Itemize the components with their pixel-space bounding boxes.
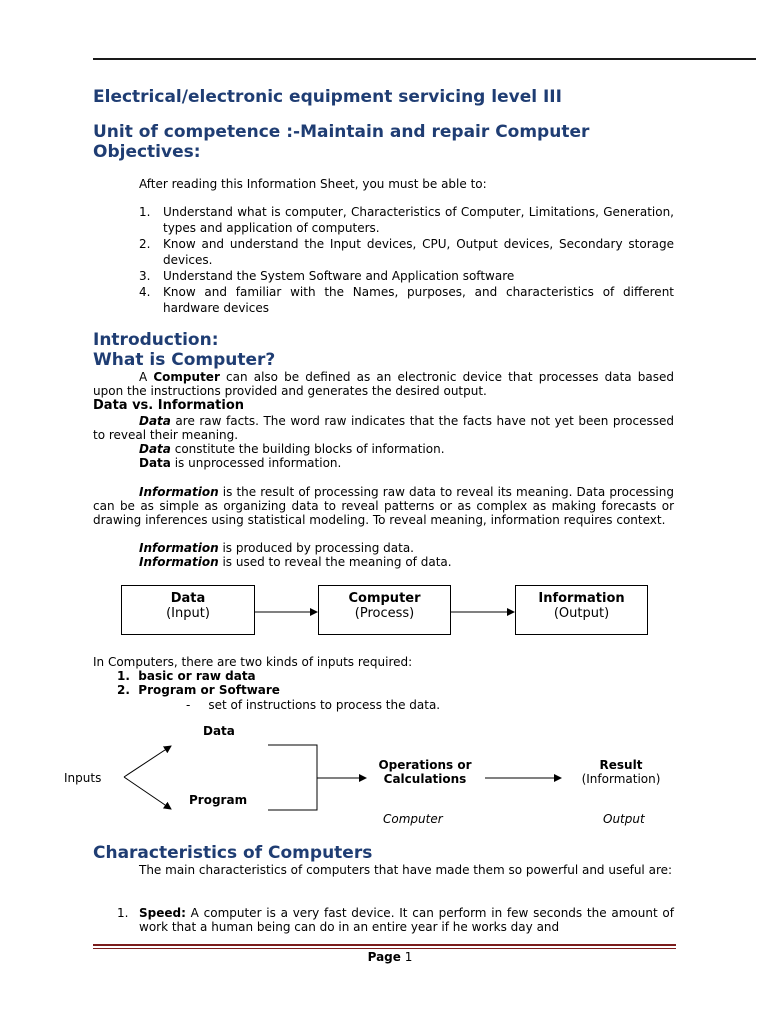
list-item: 4. Know and familiar with the Names, purposes, and characteristics of different hardware devices	[139, 285, 674, 315]
flow-box-information: Information (Output)	[515, 585, 648, 635]
flow-box-computer: Computer (Process)	[318, 585, 451, 635]
operations-label: Operations or Calculations	[378, 758, 472, 786]
unit-of-competence: Unit of competence :-Maintain and repair Computer	[93, 122, 590, 142]
result-label: Result (Information)	[581, 758, 661, 786]
arrow-inputs-to-data	[124, 746, 171, 777]
footer-rule	[93, 944, 676, 946]
characteristics-heading: Characteristics of Computers	[93, 843, 373, 863]
document-title: Electrical/electronic equipment servicing level III	[93, 87, 562, 107]
information-line-2: Information is produced by processing data.	[139, 541, 414, 555]
what-is-computer-heading: What is Computer?	[93, 350, 276, 370]
data-vs-information-heading: Data vs. Information	[93, 398, 245, 413]
footer-rule-thin	[93, 948, 676, 949]
program-note: - set of instructions to process the data.	[186, 698, 441, 712]
list-item: 1. Understand what is computer, Characteristics of Computer, Limitations, Generation, types and application of computers.	[139, 205, 674, 235]
list-item: 2. Program or Software	[117, 683, 280, 697]
computer-definition: A Computer can also be defined as an electronic device that processes data based upon the instructions provided and generates the desired output.	[93, 370, 675, 398]
data-label: Data	[203, 724, 235, 738]
output-caption: Output	[603, 812, 645, 826]
data-paragraph: Data are raw facts. The word raw indicates that the facts have not yet been processed to reveal their meaning.	[93, 414, 674, 442]
inputs-label: Inputs	[64, 771, 102, 785]
introduction-heading: Introduction:	[93, 330, 219, 350]
list-item: 2. Know and understand the Input devices, CPU, Output devices, Secondary storage devices.	[139, 237, 674, 267]
arrow-inputs-to-program	[124, 777, 171, 809]
characteristics-intro: The main characteristics of computers that have made them so powerful and useful are:	[139, 863, 673, 877]
objectives-intro: After reading this Information Sheet, you must be able to:	[139, 177, 487, 191]
list-item: 1. basic or raw data	[117, 669, 256, 683]
data-line-2: Data constitute the building blocks of information.	[139, 442, 445, 456]
program-label: Program	[189, 793, 248, 807]
information-line-3: Information is used to reveal the meaning of data.	[139, 555, 452, 569]
speed-item: 1. Speed: A computer is a very fast device. It can perform in few seconds the amount of work that a human being can do in an entire year if he works day and	[117, 906, 674, 934]
page-number: Page 1	[367, 950, 413, 964]
inputs-intro: In Computers, there are two kinds of inputs required:	[93, 655, 413, 669]
information-paragraph: Information is the result of processing raw data to reveal its meaning. Data processing can be as simple as organizing data to reveal patterns or as complex as making forecasts or drawing inferences using statistical modeling. To reveal meaning, information requires context.	[93, 485, 674, 527]
list-item: 3. Understand the System Software and Application software	[139, 269, 515, 283]
computer-caption: Computer	[383, 812, 443, 826]
objectives-heading: Objectives:	[93, 142, 201, 162]
flow-box-data: Data (Input)	[121, 585, 255, 635]
data-line-3: Data is unprocessed information.	[139, 456, 342, 470]
bracket	[268, 745, 317, 810]
